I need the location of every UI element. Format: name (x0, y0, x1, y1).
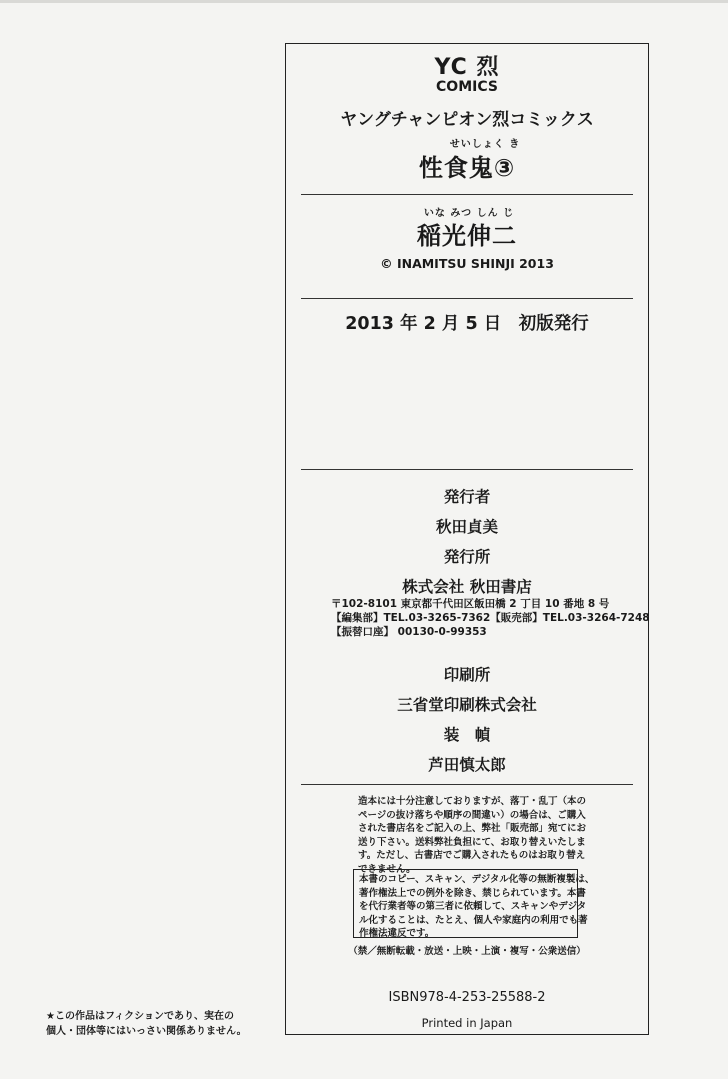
contact-info (331, 597, 650, 639)
publisher-label: 発行者 (443, 488, 491, 506)
copy-notice-box (353, 869, 595, 939)
title-ruby: せいしょく き (449, 139, 521, 150)
copy-notice-line: を代行業者等の第三者に依頼して、スキャンやデジタ (359, 901, 587, 912)
publisher-name: 秋田貞美 (435, 518, 498, 536)
publishing-company: 株式会社 秋田書店 (402, 578, 532, 596)
defect-notice-line: された書店名をご記入の上、弊社「販売部」宛てにお (358, 823, 587, 834)
page-top-edge (0, 0, 728, 3)
publisher-address: 〒102-8101 東京都千代田区飯田橋 2 丁目 10 番地 8 号 (331, 598, 610, 610)
publishing-house-label: 発行所 (443, 548, 491, 566)
author-name: 稲光伸二 (417, 222, 517, 250)
divider-4 (301, 784, 633, 785)
imprint-logo: YC 烈 (434, 55, 500, 80)
copy-notice (359, 873, 594, 941)
fiction-disclaimer-line: 個人・団体等にはいっさい関係ありません。 (46, 1026, 247, 1037)
publication-date: 2013 年 2 月 5 日 初版発行 (345, 314, 589, 334)
publisher-transfer-account: 【振替口座】 00130-0-99353 (331, 626, 487, 638)
copy-notice-line: ル化することは、たとえ、個人や家庭内の利用でも著 (359, 914, 588, 926)
copy-notice-line: 本書のコピー、スキャン、デジタル化等の無断複製は、 (359, 874, 595, 885)
defect-notice-line: 送り下さい。送料弊社負担にて、お取り替えいたしま (358, 836, 586, 848)
isbn: ISBN978-4-253-25588-2 (388, 990, 546, 1005)
divider-2 (301, 298, 633, 299)
imprint-logo-sub: COMICS (436, 79, 498, 95)
copy-notice-line: 作権法違反です。 (359, 928, 435, 939)
copyright-line: © INAMITSU SHINJI 2013 (380, 256, 554, 271)
publisher-phone: 【編集部】TEL.03-3265-7362【販売部】TEL.03-3264-7248 (331, 612, 650, 624)
author-ruby: いな みつ しん じ (423, 208, 515, 219)
defect-notice-line: できません。 (358, 863, 416, 875)
printer-label: 印刷所 (443, 666, 491, 684)
defect-notice-line: ページの抜け落ちや順序の間違い）の場合は、ご購入 (358, 809, 586, 821)
divider-1 (301, 194, 633, 195)
printed-in: Printed in Japan (421, 1016, 513, 1030)
series-name: ヤングチャンピオン烈コミックス (340, 110, 594, 130)
copy-notice-line: 著作権法上での例外を除き、禁じられています。本書 (359, 887, 586, 899)
defect-notice-line: 造本には十分注意しておりますが、落丁・乱丁（本の (358, 796, 587, 807)
printer-name: 三省堂印刷株式会社 (397, 696, 537, 714)
defect-notice-line: す。ただし、古書店でご購入されたものはお取り替え (358, 850, 586, 861)
defect-notice (358, 795, 586, 876)
design-label: 装 幀 (443, 726, 491, 744)
colophon-frame (285, 43, 649, 1035)
book-title: 性食鬼③ (418, 154, 516, 182)
prohibition-notice: （禁／無断転載・放送・上映・上演・複写・公衆送信） (348, 946, 586, 957)
divider-3 (301, 469, 633, 470)
fiction-disclaimer (46, 1009, 247, 1039)
fiction-disclaimer-line: ★この作品はフィクションであり、実在の (46, 1011, 234, 1022)
designer-name: 芦田慎太郎 (428, 756, 506, 774)
